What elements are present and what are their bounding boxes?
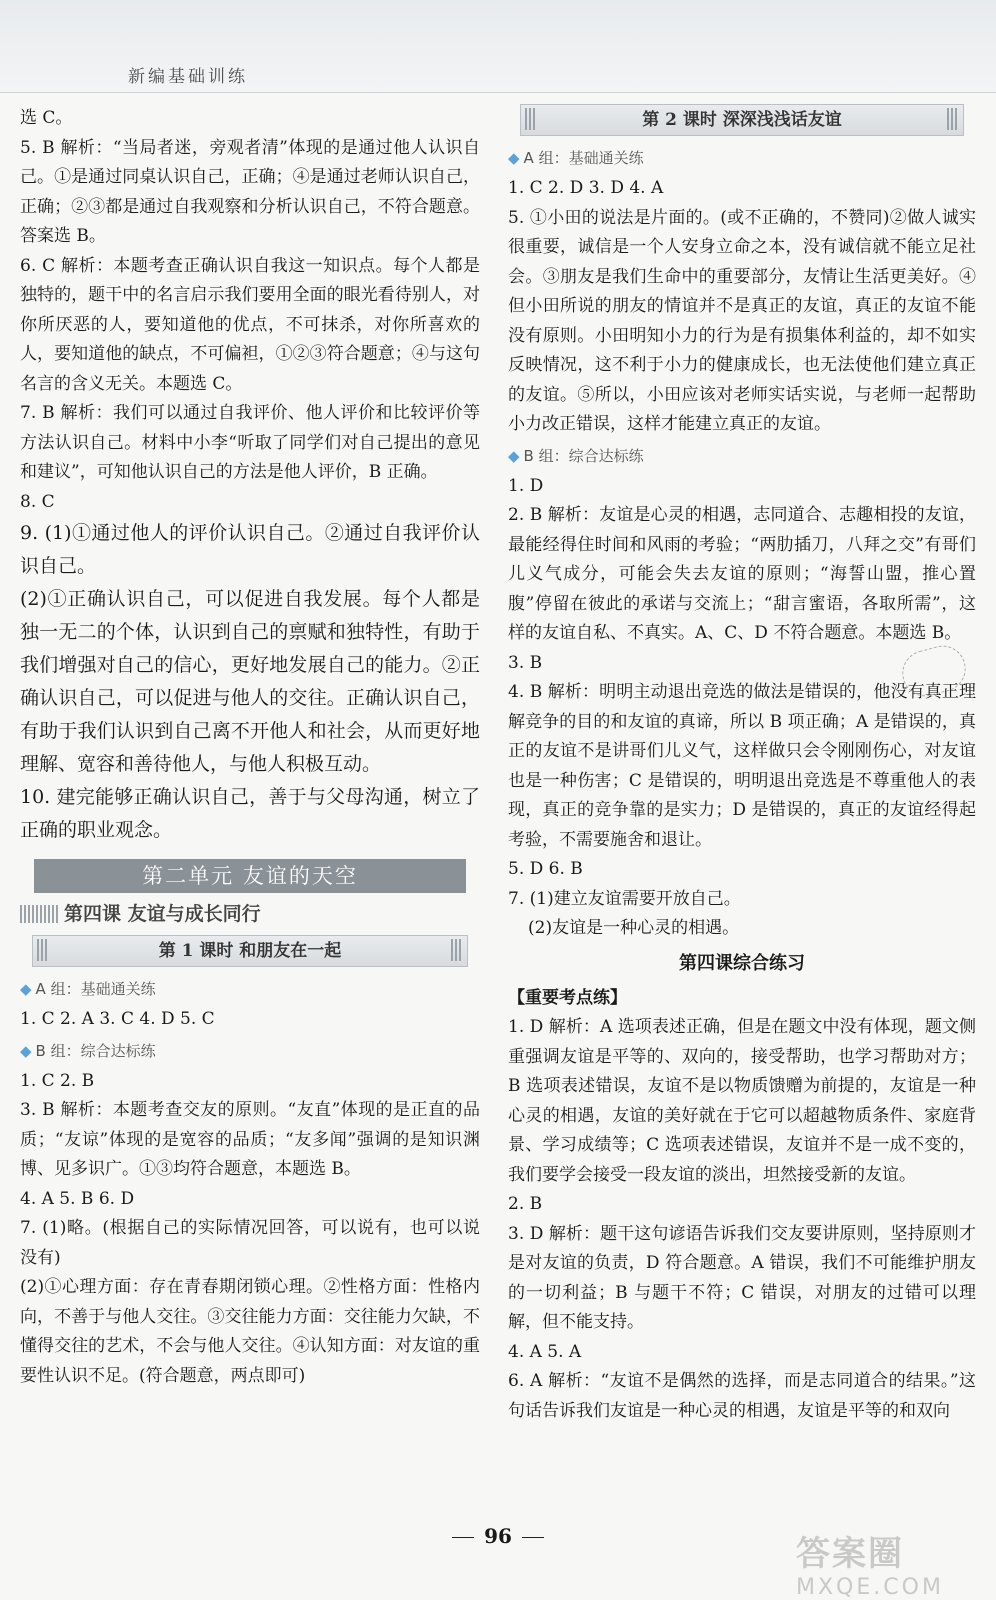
group-label-text: A 组：基础通关练 (523, 149, 644, 167)
review-title: 第四课综合练习 (679, 952, 805, 974)
right-column (508, 104, 976, 1426)
bars-decoration (20, 905, 60, 923)
answer-item: 5. B 解析：“当局者迷，旁观者清”体现的是通过他人认识自己。①是通过同桌认识自己，正确；④是通过老师认识自己，正确；②③都是通过自我观察和分析认识自己，不符合题意。答案选 B。 (20, 137, 480, 246)
group-label-text: B 组：综合达标练 (35, 1041, 156, 1060)
answer-item: 7. B 解析：我们可以通过自我评价、他人评价和比较评价等方法认识自己。材料中小李“听取了同学们对自己提出的意见和建议”，可知他认识自己的方法是他人评价，B 正确。 (20, 403, 480, 482)
dash-decoration (452, 1537, 474, 1538)
group-label (20, 1037, 480, 1065)
left-column (20, 104, 480, 1391)
page-header (0, 0, 996, 93)
group-label-text: B 组：综合达标练 (523, 446, 644, 465)
answer-item: 4. B 解析：明明主动退出竞选的做法是错误的，他没有真正理解竞争的目的和友谊的真谛，所以 B 项正确；A 是错误的，真正的友谊不是讲哥们儿义气，这样做只会令刚刚伤心，对友谊也是一种伤害；C 是错误的，明明退出竞选是不尊重他人的表现，真正的竞争靠的是实力；D 是错误的，真正的友谊经得起考验，不需要施舍和退让。 (508, 682, 976, 850)
answer-item: (2)①心理方面：存在青春期闭锁心理。②性格方面：性格内向，不善于与他人交往。③交往能力方面：交往能力欠缺，不懂得交往的艺术，不会与他人交往。④认知方面：对友谊的重要性认识不足。(符合题意，两点即可) (20, 1277, 480, 1386)
answer-item: 4. A 5. B 6. D (20, 1188, 135, 1209)
answer-item: 7. (1)建立友谊需要开放自己。 (508, 888, 741, 909)
answer-item: 5. ①小田的说法是片面的。(或不正确的，不赞同)②做人诚实很重要，诚信是一个人安身立命之本，没有诚信就不能立足社会。③朋友是我们生命中的重要部分，友情让生活更美好。④但小田所说的朋友的情谊并不是真正的友谊，真正的友谊不能没有原则。小田明知小力的行为是有损集体利益的，却不如实反映情况，这不利于小力的健康成长，也无法使他们建立真正的友谊。⑤所以，小田应该对老师实话实说，与老师一起帮助小力改正错误，这样才能建立真正的友谊。 (508, 207, 976, 434)
answer-item: 选 C。 (20, 108, 73, 128)
review-subtitle: 【重要考点练】 (508, 987, 627, 1008)
answer-item: 1. D (508, 475, 544, 496)
answer-item: 6. A 解析：“友谊不是偶然的选择，而是志同道合的结果。”这句话告诉我们友谊是一种心灵的相遇，友谊是平等的和双向 (508, 1371, 976, 1421)
dash-decoration (522, 1537, 544, 1538)
answer-item: 8. C (20, 491, 55, 512)
diamond-icon: ◆ (20, 980, 32, 998)
group-label (508, 144, 976, 172)
answer-item: 4. A 5. A (508, 1341, 582, 1362)
answer-item: 10. 建完能够正确认识自己，善于与父母沟通，树立了正确的职业观念。 (20, 786, 480, 841)
answer-item: 7. (1)略。(根据自己的实际情况回答，可以说有，也可以说没有) (20, 1218, 480, 1268)
period-heading: 第 1 课时 和朋友在一起 (32, 935, 468, 967)
answer-item: 3. B 解析：本题考查交友的原则。“友直”体现的是正直的品质；“友谅”体现的是宽容的品质；“友多闻”强调的是知识渊博、见多识广。①③均符合题意，本题选 B。 (20, 1100, 480, 1179)
diamond-icon: ◆ (20, 1041, 32, 1060)
period-heading: 第 2 课时 深深浅浅话友谊 (520, 104, 964, 136)
answer-item: 1. D 解析：A 选项表述正确，但是在题文中没有体现，题文侧重强调友谊是平等的、双向的，接受帮助，也学习帮助对方；B 选项表述错误，友谊不是以物质馈赠为前提的，友谊是一种心灵的相遇，友谊的美好就在于它可以超越物质条件、家庭背景、学习成绩等；C 选项表述错误，友谊并不是一成不变的，我们要学会接受一段友谊的淡出，坦然接受新的友谊。 (508, 1017, 976, 1185)
watermark-line1: 答案圈 (796, 1534, 904, 1574)
unit-banner: 第二单元 友谊的天空 (34, 859, 466, 893)
page-number-text: 96 (484, 1524, 512, 1548)
answer-item: 1. C 2. A 3. C 4. D 5. C (20, 1009, 215, 1029)
answer-item: 9. (1)①通过他人的评价认识自己。②通过自我评价认识自己。 (20, 522, 480, 577)
diamond-icon: ◆ (508, 446, 520, 465)
group-label (508, 442, 976, 470)
answer-item: (2)①正确认识自己，可以促进自我发展。每个人都是独一无二的个体，认识到自己的禀赋和独特性，有助于我们增强对自己的信心，更好地发展自己的能力。②正确认识自己，可以促进与他人的交往。正确认识自己，有助于我们认识到自己离不开他人和社会，从而更好地理解、宽容和善待他人，与他人积极互动。 (20, 588, 480, 775)
watermark-logo (796, 1526, 976, 1600)
answer-item: 3. D 解析：题干这句谚语告诉我们交友要讲原则，坚持原则才是对友谊的负责，D 符合题意。A 错误，我们不可能维护朋友的一切利益；B 与题干不符；C 错误，对朋友的过错可以理解，但不能支持。 (508, 1223, 976, 1332)
answer-item: 1. C 2. D 3. D 4. A (508, 178, 664, 198)
answer-item: 6. C 解析：本题考查正确认识自我这一知识点。每个人都是独特的，题干中的名言启示我们要用全面的眼光看待别人，对你所厌恶的人，要知道他的优点，不可抹杀，对你所喜欢的人，要知道他的缺点，不可偏袒，①②③符合题意；④与这句名言的含义无关。本题选 C。 (20, 255, 480, 394)
answer-item: 1. C 2. B (20, 1070, 95, 1091)
group-label-text: A 组：基础通关练 (35, 980, 156, 998)
watermark-line2: MXQE.COM (796, 1575, 944, 1600)
header-title: 新编基础训练 (128, 67, 248, 87)
answer-item: 2. B 解析：友谊是心灵的相遇，志同道合、志趣相投的友谊，最能经得住时间和风雨的考验；“两肋插刀，八拜之交”有哥们儿义气成分，可能会失去友谊的原则；“海誓山盟，推心置腹”停留在彼此的承诺与交流上；“甜言蜜语，各取所需”，这样的友谊自私、不真实。A、C、D 不符合题意。本题选 B。 (508, 505, 976, 643)
answer-item: 3. B (508, 652, 543, 673)
answer-item: 5. D 6. B (508, 859, 583, 879)
diamond-icon: ◆ (508, 149, 520, 167)
answer-item: (2)友谊是一种心灵的相遇。 (528, 918, 740, 938)
answer-item: 2. B (508, 1194, 543, 1214)
group-label (20, 975, 480, 1003)
lesson-title: 第四课 友谊与成长同行 (64, 903, 261, 925)
lesson-heading (20, 899, 480, 929)
